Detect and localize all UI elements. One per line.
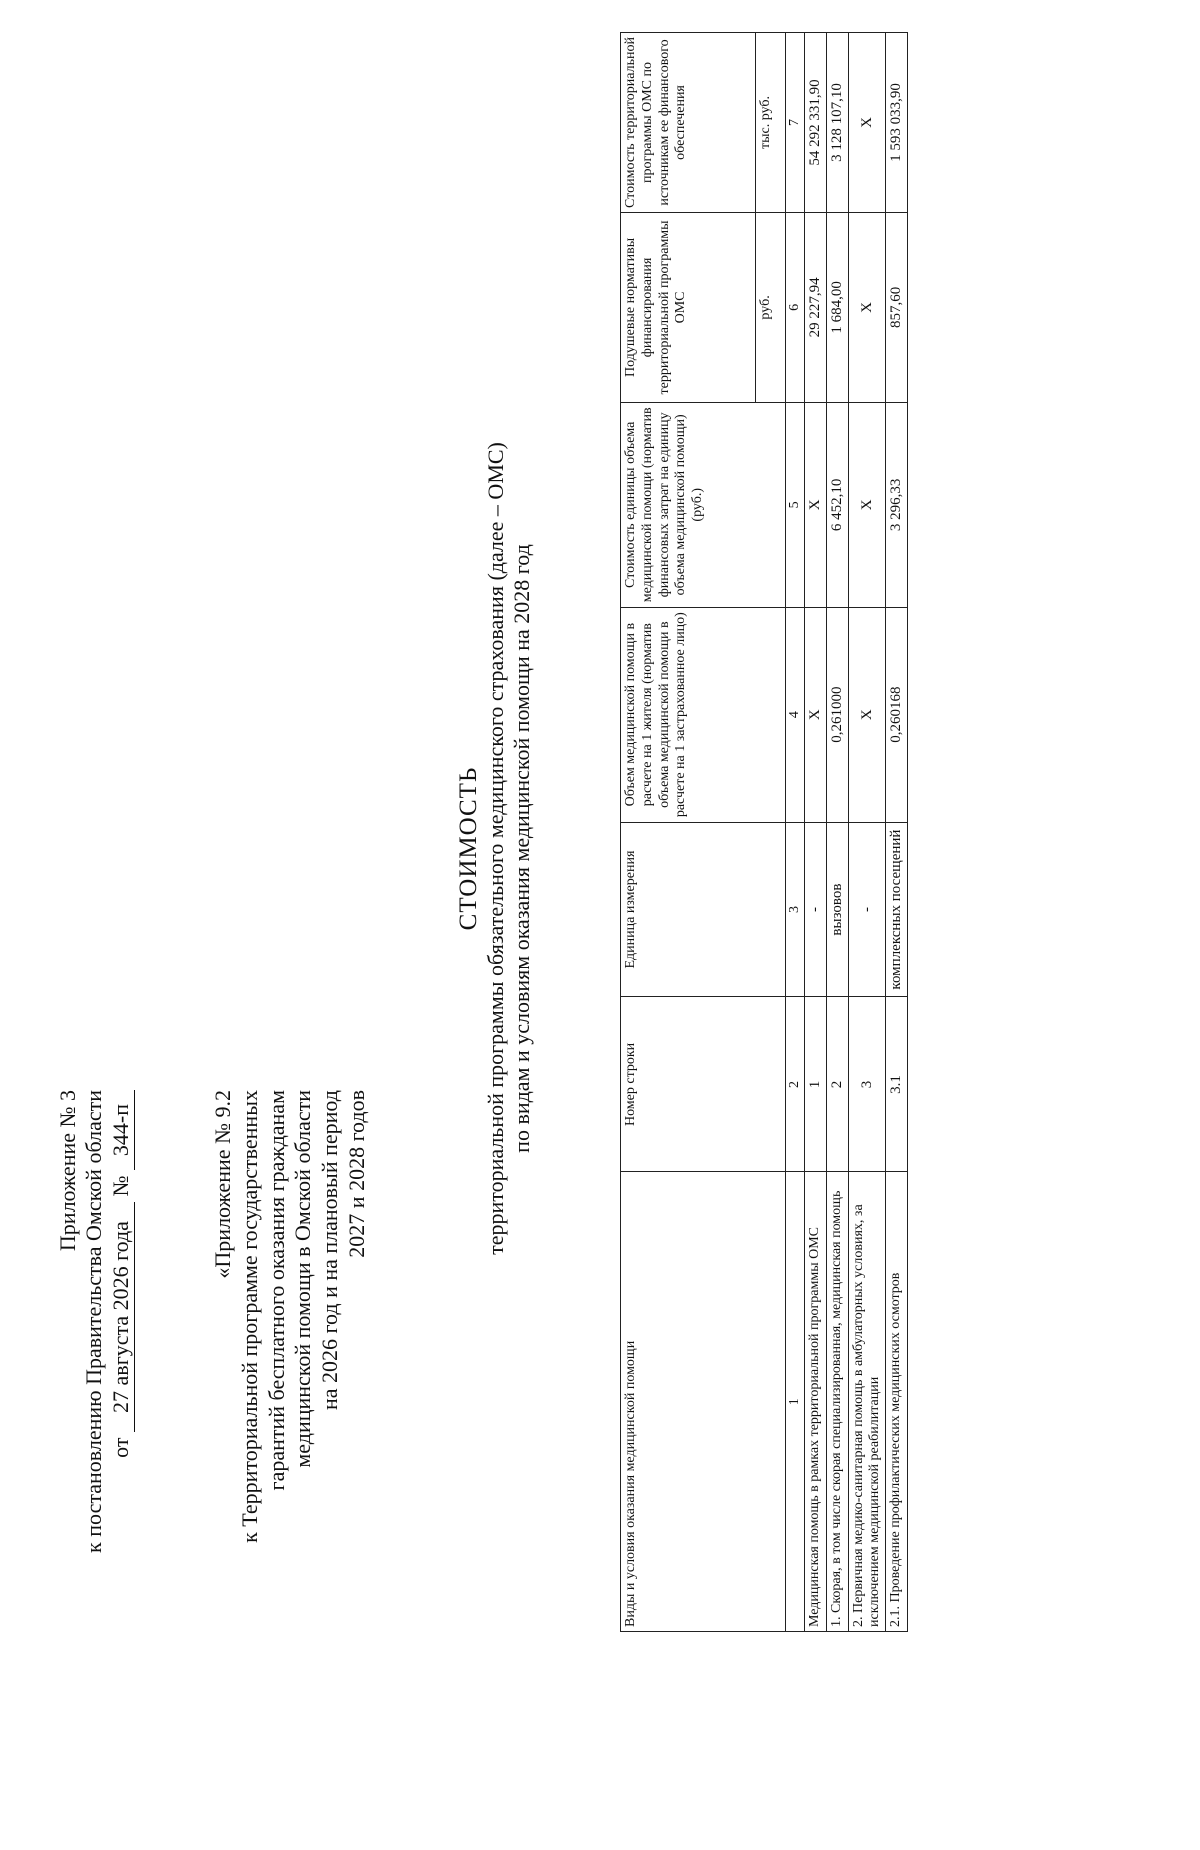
program-appendix-line: медицинской помощи в Омской области — [290, 1090, 316, 1468]
row-number: 2 — [827, 997, 849, 1172]
document-subtitle: территориальной программы обязательного медицинского страхования (далее – ОМС) — [483, 442, 508, 1255]
column-number: 7 — [786, 33, 805, 213]
document-subtitle: по видам и условиям оказания медицинской помощи на 2028 год — [509, 544, 535, 1153]
table-row — [827, 33, 849, 1632]
row-number: 3.1 — [886, 997, 908, 1172]
row-total-cost: 1 593 033,90 — [886, 33, 908, 213]
number-label: № — [107, 1175, 133, 1197]
row-number: 3 — [849, 997, 886, 1172]
from-label: от — [107, 1437, 133, 1458]
column-header-kinds: Виды и условия оказания медицинской помощи — [621, 1172, 786, 1632]
cost-table — [620, 32, 908, 1632]
program-appendix-line: на 2026 год и на плановый период — [317, 1090, 343, 1410]
row-total-cost: 54 292 331,90 — [805, 33, 827, 213]
column-header-unit: Единица измерения — [621, 822, 786, 997]
column-header-volume: Объем медицинской помощи в расчете на 1 жителя (норматив объема медицинской помощи в расчете на 1 застрахованное лицо) — [621, 607, 786, 822]
program-appendix-line: гарантий бесплатного оказания гражданам — [263, 1090, 289, 1491]
row-number: 1 — [805, 997, 827, 1172]
unit-thousand-rub: тыс. руб. — [756, 33, 786, 213]
table-row — [805, 33, 827, 1632]
row-per-capita: 1 684,00 — [827, 212, 849, 402]
document-title: СТОИМОСТЬ — [455, 766, 482, 931]
row-name: 1. Скорая, в том числе скорая специализированная, медицинская помощь — [827, 1172, 849, 1632]
row-unit-cost: 6 452,10 — [827, 402, 849, 607]
appendix-decree-ref: к постановлению Правительства Омской области — [81, 1090, 107, 1553]
row-per-capita: 857,60 — [886, 212, 908, 402]
column-header-unit-cost: Стоимость единицы объема медицинской помощи (норматив финансовых затрат на единицу объема медицинской помощи) (руб.) — [621, 402, 786, 607]
table-header-row — [621, 33, 756, 1632]
row-name: 2. Первичная медико-санитарная помощь в амбулаторных условиях, за исключением медицинской реабилитации — [849, 1172, 886, 1632]
row-volume: Х — [805, 607, 827, 822]
row-volume: 0,260168 — [886, 607, 908, 822]
row-unit: комплексных посещений — [886, 822, 908, 997]
column-number: 2 — [786, 997, 805, 1172]
column-number: 4 — [786, 607, 805, 822]
row-per-capita: Х — [849, 212, 886, 402]
row-volume: 0,261000 — [827, 607, 849, 822]
program-appendix-line: «Приложение № 9.2 — [210, 1090, 235, 1279]
row-unit-cost: Х — [849, 402, 886, 607]
row-unit: - — [849, 822, 886, 997]
row-unit-cost: Х — [805, 402, 827, 607]
column-numbers-row — [786, 33, 805, 1632]
row-unit-cost: 3 296,33 — [886, 402, 908, 607]
column-number: 6 — [786, 212, 805, 402]
column-number: 5 — [786, 402, 805, 607]
row-name: 2.1. Проведение профилактических медицинских осмотров — [886, 1172, 908, 1632]
row-total-cost: 3 128 107,10 — [827, 33, 849, 213]
decree-number: 344-п — [108, 1090, 135, 1170]
column-number: 1 — [786, 1172, 805, 1632]
row-volume: Х — [849, 607, 886, 822]
program-appendix-header — [210, 1090, 371, 1850]
table-row — [849, 33, 886, 1632]
appendix-number: Приложение № 3 — [55, 1090, 80, 1252]
program-appendix-line: к Территориальной программе государственных — [236, 1090, 262, 1543]
row-name: Медицинская помощь в рамках территориальной программы ОМС — [805, 1172, 827, 1632]
decree-date: 27 августа 2026 года — [108, 1202, 135, 1432]
appendix-header — [55, 1090, 135, 1650]
column-header-row-number: Номер строки — [621, 997, 786, 1172]
title-block — [455, 0, 536, 1697]
unit-rub: руб. — [756, 212, 786, 402]
column-header-per-capita: Подушевые нормативы финансирования территориальной программы ОМС — [621, 212, 756, 402]
column-header-total-cost: Стоимость территориальной программы ОМС по источникам ее финансового обеспечения — [621, 33, 756, 213]
decree-date-number — [108, 1090, 135, 1650]
row-unit: - — [805, 822, 827, 997]
column-number: 3 — [786, 822, 805, 997]
program-appendix-line: 2027 и 2028 годов — [344, 1090, 370, 1258]
row-total-cost: Х — [849, 33, 886, 213]
row-unit: вызовов — [827, 822, 849, 997]
table-row — [886, 33, 908, 1632]
row-per-capita: 29 227,94 — [805, 212, 827, 402]
